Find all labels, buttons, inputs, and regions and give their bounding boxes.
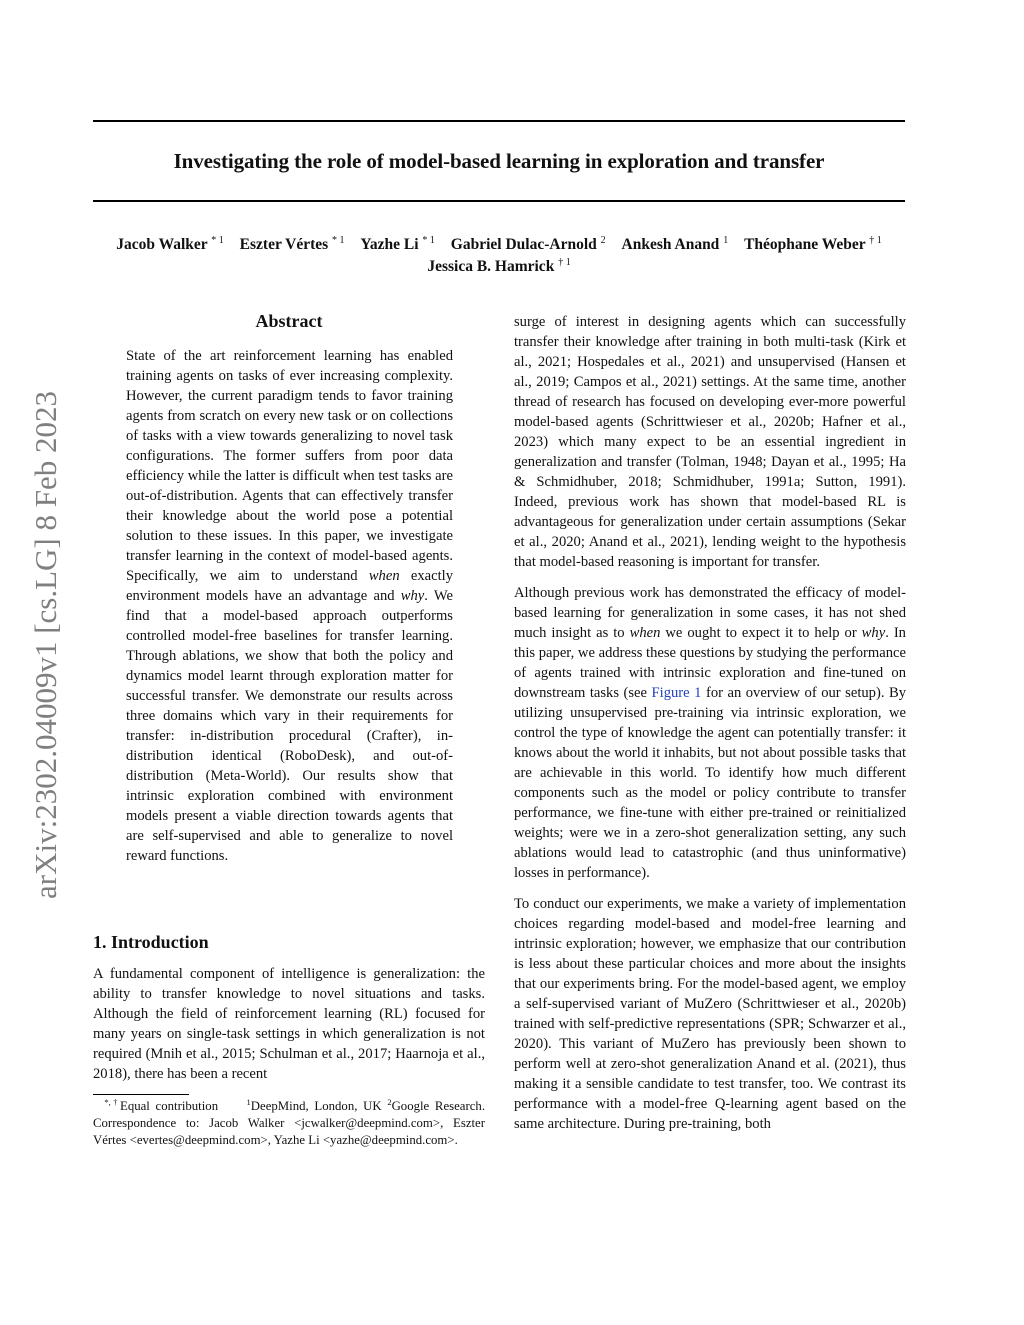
intro-paragraph: surge of interest in designing agents which can successfully transfer their knowledge after training in both multi-task (Kirk et al., 2021; Hospedales et al., 2021) and unsupervised (Hansen et al., 2019; Campos et al., 2021) settings. At the same time, another thread of research has focused on developing ever-more powerful model-based agents (Schrittwieser et al., 2020b; Hafner et al., 2023) which many expect to be an essential ingredient in generalization and transfer (Tolman, 1948; Dayan et al., 1995; Ha & Schmidhuber, 2018; Schmidhuber, 1991a; Sutton, 1991). Indeed, previous work has shown that model-based RL is advantageous for generalization under certain assumptions (Sekar et al., 2020; Anand et al., 2021), lending weight to the hypothesis that model-based reasoning is important for transfer. bbox=[514, 314, 906, 570]
intro-paragraph: A fundamental component of intelligence is generalization: the ability to transfer knowledge to novel situations and tasks. Although the field of reinforcement learning (RL) focused for many years on single-task settings in which generalization is not required (Mnih et al., 2015; Schulman et al., 2017; Haarnoja et al., 2018), there has been a recent bbox=[93, 966, 485, 1082]
title-rule-bottom bbox=[93, 200, 905, 202]
intro-paragraph: Although previous work has demonstrated the efficacy of model-based learning for generalization in some cases, it has not shed much insight as to when we ought to expect it to help or why. In this paper, we address these questions by studying the performance of agents trained with intrinsic exploration and fine-tuned on downstream tasks (see Figure 1 for an overview of our setup). By utilizing unsupervised pre-training via intrinsic exploration, we control the type of knowledge the agent can potentially transfer: it knows about the world it inhabits, but not about possible tasks that are achievable in this world. To identify how much different components such as the model or policy contribute to transfer performance, we fine-tune with either pre-trained or reinitialized weights; were we in a zero-shot generalization setting, any such ablations would lead to catastrophic (and thus uninformative) losses in performance). bbox=[514, 585, 907, 881]
arxiv-stamp: arXiv:2302.04009v1 [cs.LG] 8 Feb 2023 bbox=[28, 391, 63, 899]
author: Jessica B. Hamrick $^{\dagger 1}$ bbox=[427, 257, 571, 275]
title-rule-top bbox=[93, 120, 905, 122]
author: Jacob Walker $^{* 1}$ bbox=[116, 235, 224, 253]
footnote: *,†Equal contribution $^1$DeepMind, London, UK $^2$Google Research. Correspondence to: Jacob Walker <jcwalker@deepmind.com>, Eszter Vértes <evertes@deepmind.com>, Yazhe Li <yazhe@deepmind.com>. bbox=[93, 1097, 486, 1147]
figure-1-link[interactable]: Figure 1 bbox=[651, 685, 702, 701]
section-heading-introduction: 1. Introduction bbox=[93, 932, 209, 952]
abstract-heading: Abstract bbox=[255, 311, 323, 331]
paper-title: Investigating the role of model-based learning in exploration and transfer bbox=[173, 149, 825, 173]
footnote-rule bbox=[93, 1094, 189, 1095]
author: Ankesh Anand $^1$ bbox=[621, 235, 729, 253]
right-column bbox=[514, 312, 906, 1145]
author: Théophane Weber $^{\dagger 1}$ bbox=[744, 235, 882, 253]
author: Eszter Vértes $^{* 1}$ bbox=[239, 235, 345, 253]
author: Yazhe Li $^{* 1}$ bbox=[360, 235, 435, 253]
author: Gabriel Dulac-Arnold $^2$ bbox=[450, 235, 606, 253]
author-list bbox=[93, 234, 905, 278]
intro-paragraph: To conduct our experiments, we make a variety of implementation choices regarding model-based and model-free learning and intrinsic exploration; however, we emphasize that our contribution is less about these particular choices and more about the insights that our experiments bring. For the model-based agent, we employ a self-supervised variant of MuZero (Schrittwieser et al., 2020b) trained with self-predictive representations (SPR; Schwarzer et al., 2020). This variant of MuZero has previously been shown to perform well at zero-shot generalization Anand et al. (2021), thus making it a sensible candidate to test transfer, too. We contrast its performance with a model-free Q-learning agent based on the same architecture. During pre-training, both bbox=[514, 896, 906, 1132]
abstract-text: State of the art reinforcement learning has enabled training agents on tasks of ever increasing complexity. However, the current paradigm tends to favor training agents from scratch on every new task or on collections of tasks with a view towards generalizing to novel task configurations. The former suffers from poor data efficiency while the latter is difficult when test tasks are out-of-distribution. Agents that can effectively transfer their knowledge about the world pose a potential solution to these issues. In this paper, we investigate transfer learning in the context of model-based agents. Specifically, we aim to understand when exactly environment models have an advantage and why. We find that a model-based approach outperforms controlled model-free baselines for transfer learning. Through ablations, we show that both the policy and dynamics model learnt through exploration matter for successful transfer. We demonstrate our results across three domains which vary in their requirements for transfer: in-distribution procedural (Crafter), in-distribution identical (RoboDesk), and out-of-distribution (Meta-World). Our results show that intrinsic exploration combined with environment models present a viable direction towards agents that are self-supervised and able to generalize to novel reward functions. bbox=[126, 348, 454, 864]
